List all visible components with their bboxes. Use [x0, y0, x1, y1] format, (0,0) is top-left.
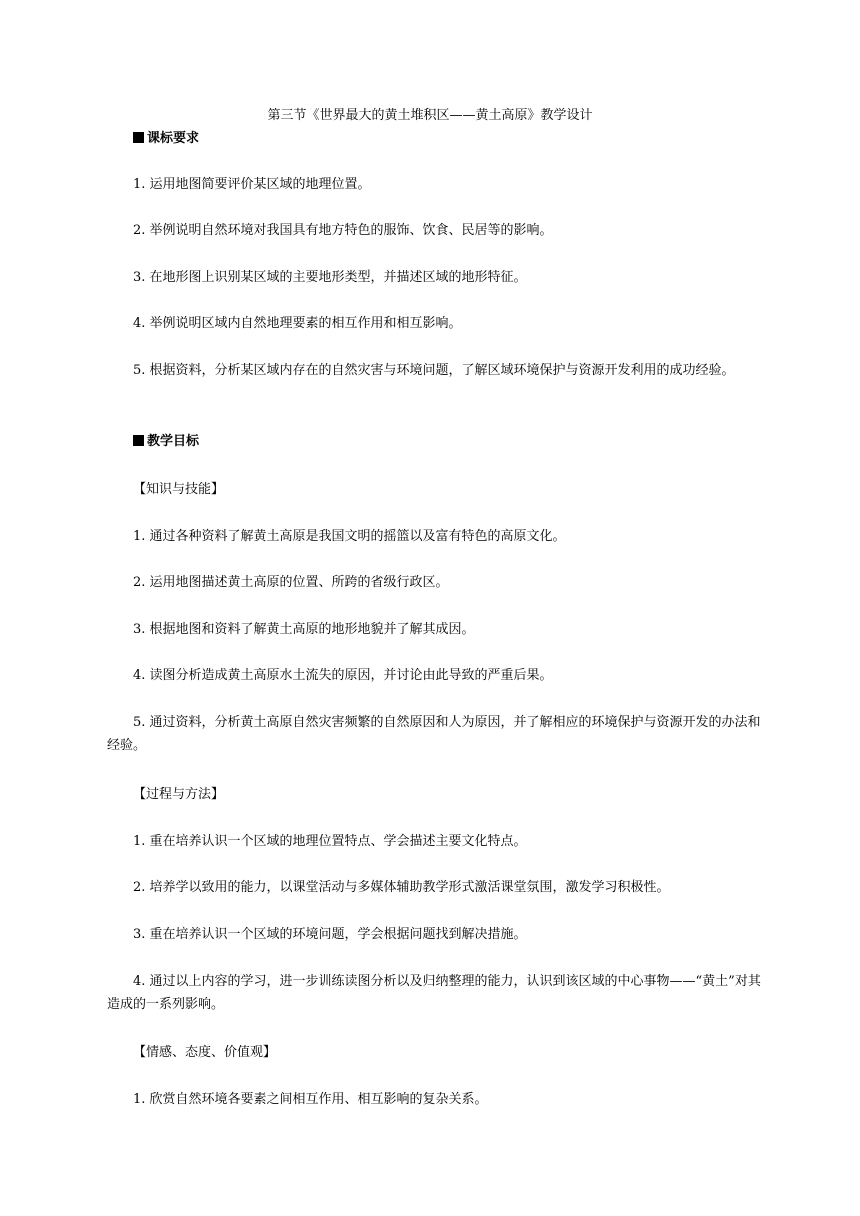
- subheading-emotion: 【情感、态度、价值观】: [133, 1045, 277, 1060]
- curriculum-item-4: 4. 举例说明区域内自然地理要素的相互作用和相互影响。: [133, 316, 462, 331]
- square-bullet-icon: [133, 132, 144, 143]
- emotion-item-1: 1. 欣赏自然环境各要素之间相互作用、相互影响的复杂关系。: [133, 1092, 488, 1107]
- process-item-1: 1. 重在培养认识一个区域的地理位置特点、学会描述主要文化特点。: [133, 834, 527, 849]
- curriculum-item-2: 2. 举例说明自然环境对我国具有地方特色的服饰、饮食、民居等的影响。: [133, 223, 553, 238]
- process-item-3: 3. 重在培养认识一个区域的环境问题，学会根据问题找到解决措施。: [133, 927, 527, 942]
- square-bullet-icon: [133, 435, 144, 446]
- section-heading-text: 课标要求: [147, 131, 200, 146]
- knowledge-item-2: 2. 运用地图描述黄土高原的位置、所跨的省级行政区。: [133, 575, 449, 590]
- knowledge-item-1: 1. 通过各种资料了解黄土高原是我国文明的摇篮以及富有特色的高原文化。: [133, 529, 566, 544]
- subheading-process: 【过程与方法】: [133, 787, 225, 802]
- subheading-knowledge: 【知识与技能】: [133, 482, 225, 497]
- section-heading-curriculum: [133, 130, 199, 148]
- knowledge-item-5: 5. 通过资料，分析黄土高原自然灾害频繁的自然原因和人为原因，并了解相应的环境保护与资源开发的办法和经验。: [107, 715, 761, 753]
- process-item-2: 2. 培养学以致用的能力，以课堂活动与多媒体辅助教学形式激活课堂氛围，激发学习积极性。: [133, 880, 670, 895]
- knowledge-item-4: 4. 读图分析造成黄土高原水土流失的原因，并讨论由此导致的严重后果。: [133, 668, 553, 683]
- curriculum-item-3: 3. 在地形图上识别某区域的主要地形类型，并描述区域的地形特征。: [133, 270, 527, 285]
- section-heading-text: 教学目标: [147, 434, 200, 449]
- knowledge-item-3: 3. 根据地图和资料了解黄土高原的地形地貌并了解其成因。: [133, 622, 475, 637]
- curriculum-item-5: 5. 根据资料，分析某区域内存在的自然灾害与环境问题，了解区域环境保护与资源开发利用的成功经验。: [133, 363, 735, 378]
- process-item-4: 4. 通过以上内容的学习，进一步训练读图分析以及归纳整理的能力，认识到该区域的中心事物——“黄土”对其造成的一系列影响。: [107, 974, 761, 1012]
- curriculum-item-1: 1. 运用地图简要评价某区域的地理位置。: [133, 177, 371, 192]
- section-heading-goals: [133, 433, 199, 451]
- document-title: 第三节《世界最大的黄土堆积区——黄土高原》教学设计: [267, 108, 593, 123]
